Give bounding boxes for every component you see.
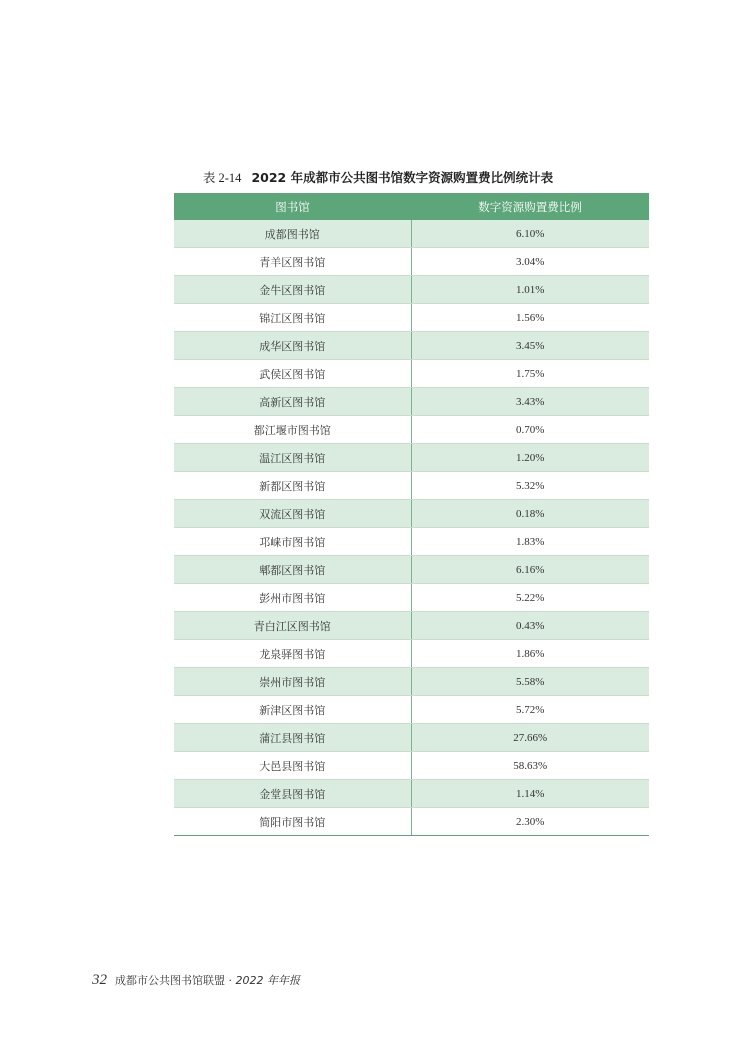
ratio-cell: 5.72% [411, 696, 649, 724]
table-row [174, 668, 649, 696]
ratio-cell: 6.10% [411, 220, 649, 248]
table-row [174, 808, 649, 836]
library-name-cell: 龙泉驿图书馆 [174, 640, 411, 668]
library-name-cell: 新津区图书馆 [174, 696, 411, 724]
ratio-cell: 1.83% [411, 528, 649, 556]
ratio-cell: 0.18% [411, 500, 649, 528]
ratio-cell: 5.58% [411, 668, 649, 696]
ratio-cell: 0.43% [411, 612, 649, 640]
ratio-cell: 5.32% [411, 472, 649, 500]
table-header-row [174, 193, 649, 220]
library-name-cell: 青羊区图书馆 [174, 248, 411, 276]
table-row [174, 584, 649, 612]
statistics-table [174, 193, 649, 836]
ratio-cell: 27.66% [411, 724, 649, 752]
table-row [174, 248, 649, 276]
table-row [174, 752, 649, 780]
library-name-cell: 金牛区图书馆 [174, 276, 411, 304]
library-name-cell: 成华区图书馆 [174, 332, 411, 360]
library-name-cell: 新都区图书馆 [174, 472, 411, 500]
table-row [174, 332, 649, 360]
ratio-cell: 3.43% [411, 388, 649, 416]
ratio-cell: 1.86% [411, 640, 649, 668]
table-row [174, 220, 649, 248]
library-name-cell: 蒲江县图书馆 [174, 724, 411, 752]
page-footer [92, 972, 300, 989]
table-row [174, 556, 649, 584]
table-row [174, 612, 649, 640]
library-name-cell: 锦江区图书馆 [174, 304, 411, 332]
library-name-cell: 武侯区图书馆 [174, 360, 411, 388]
publication-name: 成都市公共图书馆联盟 · [115, 974, 232, 987]
table-row [174, 640, 649, 668]
ratio-cell: 2.30% [411, 808, 649, 836]
page-number: 32 [92, 972, 107, 988]
ratio-cell: 1.01% [411, 276, 649, 304]
table-row [174, 304, 649, 332]
table-row [174, 500, 649, 528]
table-number: 表 2-14 [202, 171, 242, 185]
ratio-cell: 6.16% [411, 556, 649, 584]
table-row [174, 388, 649, 416]
ratio-cell: 58.63% [411, 752, 649, 780]
table-title: 2022 年成都市公共图书馆数字资源购置费比例统计表 [251, 170, 554, 185]
library-name-cell: 成都图书馆 [174, 220, 411, 248]
library-name-cell: 郫都区图书馆 [174, 556, 411, 584]
library-name-cell: 彭州市图书馆 [174, 584, 411, 612]
table-row [174, 780, 649, 808]
ratio-cell: 1.14% [411, 780, 649, 808]
ratio-cell: 1.56% [411, 304, 649, 332]
library-name-cell: 温江区图书馆 [174, 444, 411, 472]
ratio-cell: 3.45% [411, 332, 649, 360]
library-name-cell: 大邑县图书馆 [174, 752, 411, 780]
library-name-cell: 金堂县图书馆 [174, 780, 411, 808]
table-row [174, 528, 649, 556]
table-row [174, 472, 649, 500]
table-caption [0, 168, 756, 186]
table-row [174, 360, 649, 388]
library-name-cell: 高新区图书馆 [174, 388, 411, 416]
table-row [174, 276, 649, 304]
table-row [174, 444, 649, 472]
report-year: 2022 年年报 [235, 974, 300, 987]
column-header-ratio: 数字资源购置费比例 [411, 193, 649, 220]
column-header-library: 图书馆 [174, 193, 411, 220]
library-name-cell: 都江堰市图书馆 [174, 416, 411, 444]
ratio-cell: 3.04% [411, 248, 649, 276]
library-name-cell: 崇州市图书馆 [174, 668, 411, 696]
ratio-cell: 1.20% [411, 444, 649, 472]
ratio-cell: 1.75% [411, 360, 649, 388]
library-name-cell: 青白江区图书馆 [174, 612, 411, 640]
library-name-cell: 双流区图书馆 [174, 500, 411, 528]
table-row [174, 416, 649, 444]
table-row [174, 696, 649, 724]
ratio-cell: 0.70% [411, 416, 649, 444]
table-body [174, 220, 649, 836]
table-row [174, 724, 649, 752]
library-name-cell: 邛崃市图书馆 [174, 528, 411, 556]
ratio-cell: 5.22% [411, 584, 649, 612]
library-name-cell: 简阳市图书馆 [174, 808, 411, 836]
